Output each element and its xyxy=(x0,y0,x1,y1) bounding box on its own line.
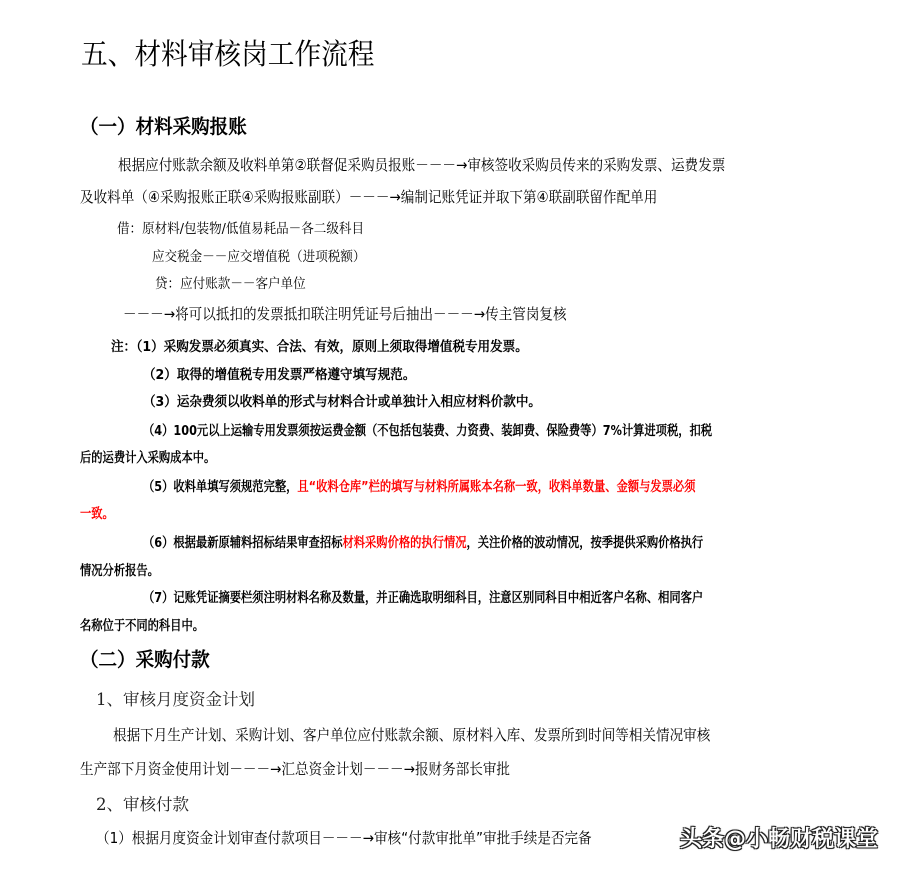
page-title: 五、材料审核岗工作流程 xyxy=(81,37,375,71)
note-1: 注：（1）采购发票必须真实、合法、有效，原则上须取得增值税专用发票。 xyxy=(111,339,528,355)
subsection1-para-line2: 生产部下月资金使用计划－－－→汇总资金计划－－－→报财务部长审批 xyxy=(80,760,511,778)
note-2: （2）取得的增值税专用发票严格遵守填写规范。 xyxy=(143,367,416,383)
section1-para-line1: 根据应付账款余额及收料单第②联督促采购员报账－－－→审核签收采购员传来的采购发票、运费发票 xyxy=(118,156,726,174)
note-5-line1 xyxy=(143,481,695,495)
note-5-highlight: 且“收料仓库”栏的填写与材料所属账本名称一致，收料单数量、金额与发票必须 xyxy=(297,479,696,495)
note-5-text: （5）收料单填写须规范完整， xyxy=(143,479,298,495)
note-4-line1: （4）100元以上运输专用发票须按运费金额（不包括包装费、力资费、装卸费、保险费等）7%计算进项税，扣税 xyxy=(143,423,713,439)
journal-entry-debit2: 应交税金－－应交增值税（进项税额） xyxy=(152,249,366,265)
note-5-line2: 一致。 xyxy=(80,506,114,522)
note-3: （3）运杂费须以收料单的形式与材料合计或单独计入相应材料价款中。 xyxy=(143,394,541,410)
note-6-text-b: ，关注价格的波动情况，按季提供采购价格执行 xyxy=(466,535,704,551)
subsection2-heading: 2、审核付款 xyxy=(96,795,189,814)
section1-heading: （一）材料采购报账 xyxy=(80,115,247,138)
journal-entry-debit1: 借：原材料/包装物/低值易耗品－各二级科目 xyxy=(117,221,365,237)
note-6-line2: 情况分析报告。 xyxy=(80,563,159,579)
section2-heading: （二）采购付款 xyxy=(80,648,210,671)
section1-para-line2: 及收料单（④采购报账正联④采购报账副联）－－－→编制记账凭证并取下第④联副联留作配单用 xyxy=(80,188,658,206)
section1-flow-line: －－－→将可以抵扣的发票抵扣联注明凭证号后抽出－－－→传主管岗复核 xyxy=(123,305,567,323)
note-4-line2: 后的运费计入采购成本中。 xyxy=(80,450,216,466)
subsection1-heading: 1、审核月度资金计划 xyxy=(96,690,255,709)
note-6-text-a: （6）根据最新原辅料招标结果审查招标 xyxy=(143,535,343,551)
note-7-line1: （7）记账凭证摘要栏须注明材料名称及数量，并正确选取明细科目，注意区别同科目中相近客户名称、相同客户 xyxy=(143,590,704,606)
note-6-line1 xyxy=(143,537,703,551)
subsection1-para-line1: 根据下月生产计划、采购计划、客户单位应付账款余额、原材料入库、发票所到时间等相关情况审核 xyxy=(113,726,711,744)
journal-entry-credit: 贷：应付账款－－客户单位 xyxy=(155,276,306,292)
subsection2-para-line1: （1）根据月度资金计划审查付款项目－－－→审核“付款审批单”审批手续是否完备 xyxy=(96,829,592,847)
note-7-line2: 名称位于不同的科目中。 xyxy=(80,618,204,634)
note-6-highlight: 材料采购价格的执行情况 xyxy=(342,535,467,551)
watermark-text: 头条@小畅财税课堂 xyxy=(680,827,879,852)
